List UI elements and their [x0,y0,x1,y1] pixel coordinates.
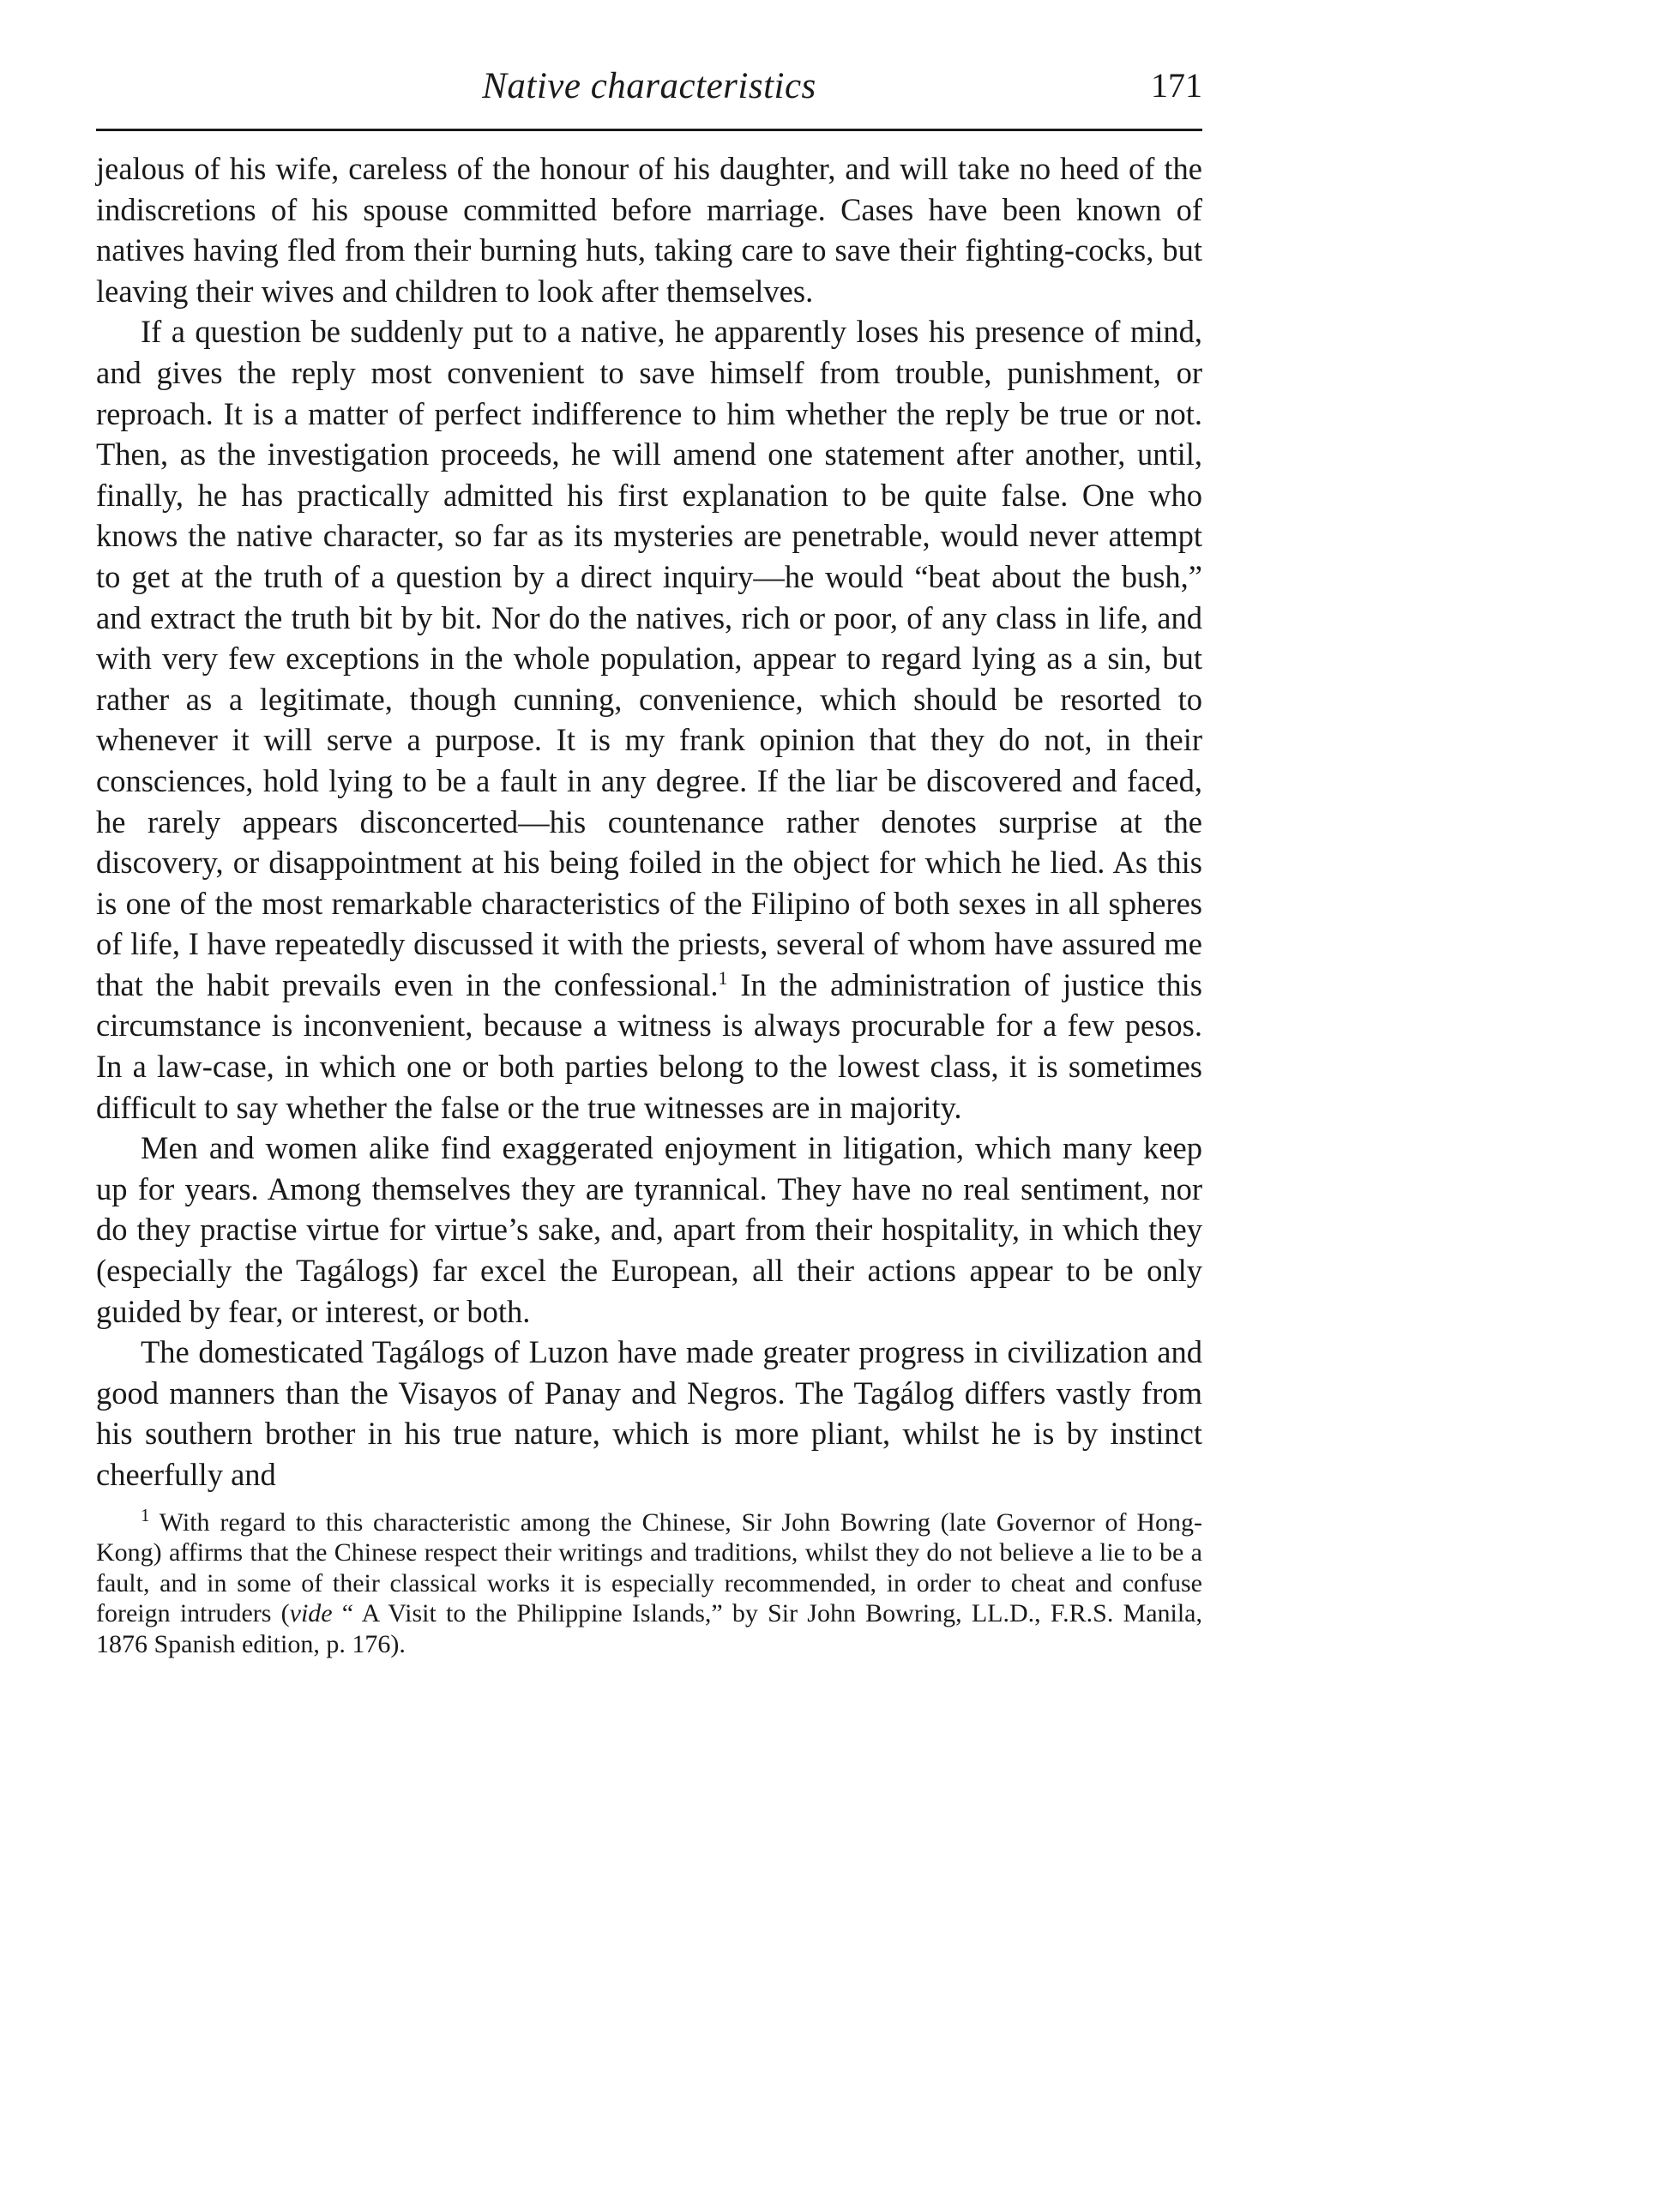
footnote-vide: vide [289,1599,333,1628]
running-title: Native characteristics [482,66,816,106]
paragraph-2 [96,311,1202,1128]
header-rule [96,129,1202,131]
footnotes [96,1504,1202,1660]
paragraph-2-continuation: In the administration of justice this circumstance is inconvenient, because a witness is always procurable for a few pesos. In a law-case, in which one or both parties belong to the lowest class, it is sometimes difficult to say whether the false or the true witnesses are in majority. [96,966,1202,1125]
book-page [96,60,1202,1660]
body-text [96,148,1202,1495]
footnote-text: With regard to this characteristic among the Chinese, Sir John Bowring (late Governor of Hong-Kong) affirms that the Chinese respect their writings and traditions, whilst they do not believe a lie to be a fault, and in some of their classical works it is especially recommended, in order to cheat and confuse foreign intruders ( [96,1507,1202,1628]
paragraph-3: Men and women alike find exaggerated enjoyment in litigation, which many keep up for years. Among themselves they are tyrannical. They have no real sentiment, nor do they practise virtue for virtue’s sake, and, apart from their hospitality, in which they (especially the Tagálogs) far excel the European, all their actions appear to be only guided by fear, or interest, or both. [96,1130,1202,1329]
paragraph-2-text: If a question be suddenly put to a native, he apparently loses his presence of mind, and gives the reply most convenient to save himself from trouble, punishment, or reproach. It is a matter of perfect indifference to him whether the reply be true or not. Then, as the investigation proceeds, he will amend one statement after another, until, finally, he has practically admitted his first explanation to be quite false. One who knows the native character, so far as its mysteries are penetrable, would never attempt to get at the truth of a question by a direct inquiry—he would “beat about the bush,” and extract the truth bit by bit. Nor do the natives, rich or poor, of any class in life, and with very few exceptions in the whole population, appear to regard lying as a sin, but rather as a legitimate, though cunning, convenience, which should be resorted to whenever it will serve a purpose. It is my frank opinion that they do not, in their consciences, hold lying to be a fault in any degree. If the liar be discovered and faced, he rarely appears disconcerted—his countenance rather denotes surprise at the discovery, or disappointment at his being foiled in the object for which he lied. As this is one of the most remarkable characteristics of the Filipino of both sexes in all spheres of life, I have repeatedly discussed it with the priests, several of whom have assured me that the habit prevails even in the confessional. [96,314,1202,1002]
footnote-reference: 1 [718,966,728,989]
footnote-marker: 1 [141,1504,150,1525]
footnote-citation: “ A Visit to the Philippine Islands,” by Sir John Bowring, LL.D., F.R.S. Manila, 1876 Spanish edition, p. 176). [96,1599,1202,1658]
paragraph-4: The domesticated Tagálogs of Luzon have made greater progress in civilization and good manners than the Visayos of Panay and Negros. The Tagálog differs vastly from his southern brother in his true nature, which is more pliant, whilst he is by instinct cheerfully and [96,1334,1202,1492]
paragraph-1: jealous of his wife, careless of the honour of his daughter, and will take no heed of the indiscretions of his spouse committed before marriage. Cases have been known of natives having fled from their burning huts, taking care to save their fighting-cocks, but leaving their wives and children to look after themselves. [96,151,1202,309]
running-head [96,60,1202,125]
footnote-1 [96,1504,1202,1660]
page-number: 171 [1151,66,1202,105]
